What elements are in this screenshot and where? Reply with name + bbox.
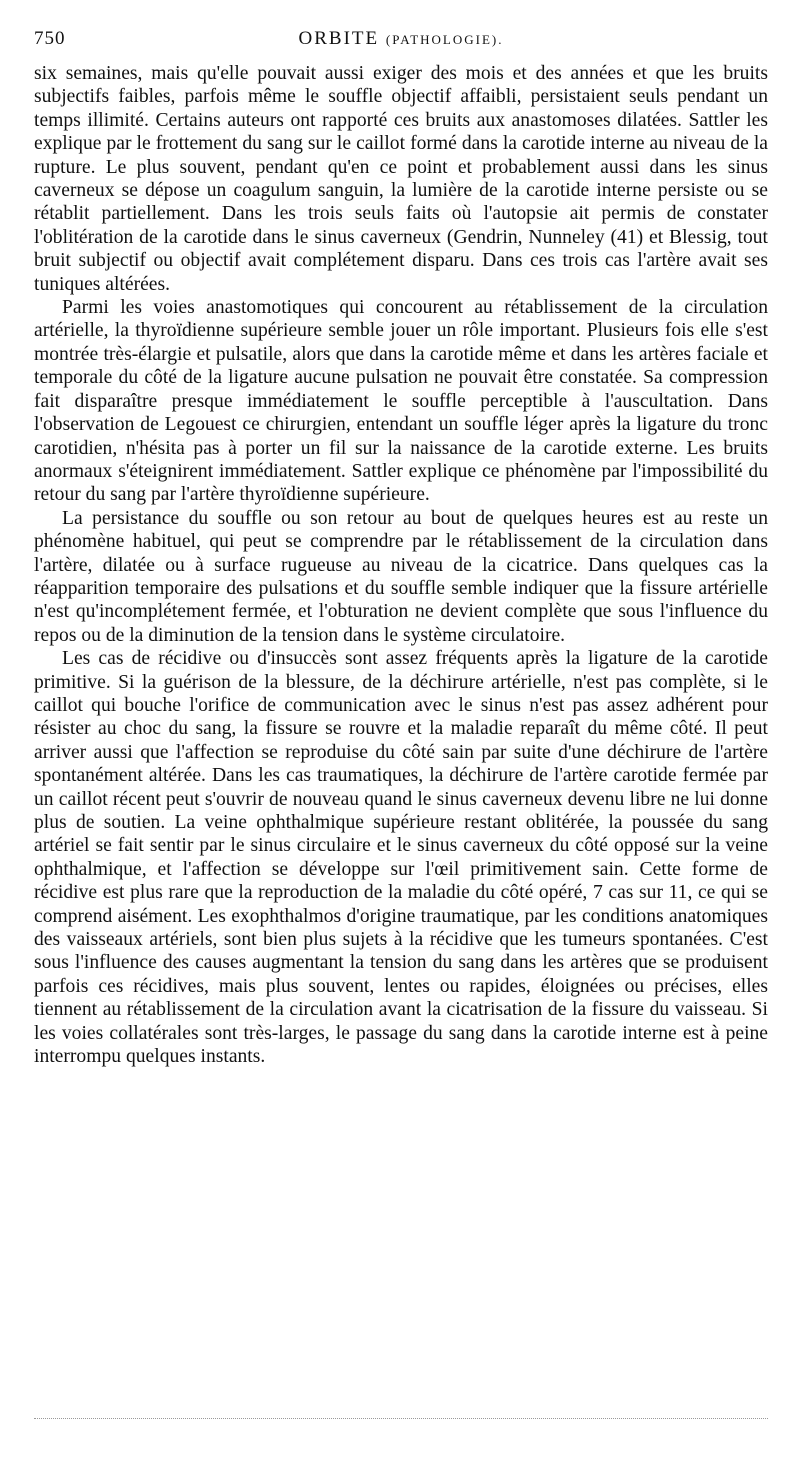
paragraph-anastomoses: Parmi les voies anastomotiques qui concourent au rétablissement de la circulation artérielle, la thyroïdienne supérieure semble jouer un rôle important. Plusieurs fois elle s'est montrée très-élargie et pulsatile, alors que dans la carotide même et dans les artères faciale et temporale du côté de la ligature aucune pulsation ne pouvait être constatée. Sa compression fait disparaître presque immédiatement le souffle perceptible à l'auscultation. Dans l'observation de Legouest ce chirurgien, entendant un souffle léger après la ligature du tronc carotidien, n'hésita pas à porter un fil sur la naissance de la carotide externe. Les bruits anormaux s'éteignirent immédiatement. Sattler explique ce phénomène par l'impossibilité du retour du sang par l'artère thyroïdienne supérieure. (34, 297, 768, 506)
page-number: 750 (34, 28, 66, 49)
paragraph-continuation: six semaines, mais qu'elle pouvait aussi exiger des mois et des années et que les bruits subjectifs faibles, parfois même le souffle objectif affaibli, persistaient seuls pendant un temps illimité. Certains auteurs ont rapporté ces bruits aux anastomoses dilatées. Sattler les explique par le frottement du sang sur le caillot formé dans la carotide interne au niveau de la rupture. Le plus souvent, pendant qu'en ce point et probablement aussi dans les sinus caverneux se dépose un coagulum sanguin, la lumière de la carotide interne persiste ou se rétablit partiellement. Dans les trois seuls faits où l'autopsie ait permis de constater l'oblitération de la carotide dans le sinus caverneux (Gendrin, Nunneley (41) et Blessig, tout bruit subjectif ou objectif avait complétement disparu. Dans ces trois cas l'artère avait ses tuniques altérées. (34, 63, 768, 295)
paragraph-recidive: Les cas de récidive ou d'insuccès sont assez fréquents après la ligature de la carotide primitive. Si la guérison de la blessure, de la déchirure artérielle, n'est pas complète, si le caillot qui bouche l'orifice de communication avec le sinus n'est pas assez adhérent pour résister au choc du sang, la fissure se rouvre et la maladie reparaît du même côté. Il peut arriver aussi que l'affection se reproduise du côté sain par suite d'une déchirure de l'artère spontanément altérée. Dans les cas traumatiques, la déchirure de l'artère carotide fermée par un caillot récent peut s'ouvrir de nouveau quand le sinus caverneux devenu libre ne lui donne plus de soutien. La veine ophthalmique supérieure restant oblitérée, la poussée du sang artériel se fait sentir par le sinus circulaire et le sinus caverneux du côté opposé sur la veine ophthalmique, et l'affection se développe sur l'œil primitivement sain. Cette forme de récidive est plus rare que la reproduction de la maladie du côté opéré, 7 cas sur 11, ce qui se comprend aisément. Les exophthalmos d'origine traumatique, par les conditions anatomiques des vaisseaux artériels, sont bien plus sujets à la récidive que les tumeurs spontanées. C'est sous l'influence des causes augmentant la tension du sang dans les artères que se produisent parfois ces récidives, mais plus souvent, lentes ou rapides, éloignées ou précises, elles tiennent au rétablissement de la circulation avant la cicatrisation de la fissure du vaisseau. Si les voies collatérales sont très-larges, le passage du sang dans la carotide interne est à peine interrompu quelques instants. (34, 648, 768, 1068)
paragraph-souffle: La persistance du souffle ou son retour au bout de quelques heures est au reste un phénomène habituel, qui peut se comprendre par le rétablissement de la circulation dans l'artère, dilatée ou à surface rugueuse au niveau de la cicatrice. Dans quelques cas la réapparition temporaire des pulsations et du souffle semble indiquer que la fissure artérielle n'est qu'incomplétement fermée, et l'obturation ne devient complète que sous l'influence du repos ou de la diminution de la tension dans le système circulatoire. (34, 507, 768, 646)
chapter-title: ORBITE (298, 28, 380, 49)
running-title (34, 28, 768, 50)
body-text (34, 62, 768, 1068)
footer-rule (34, 1418, 768, 1419)
page (34, 28, 768, 1068)
running-header (34, 28, 768, 62)
chapter-subtitle: (PATHOLOGIE). (385, 32, 504, 47)
